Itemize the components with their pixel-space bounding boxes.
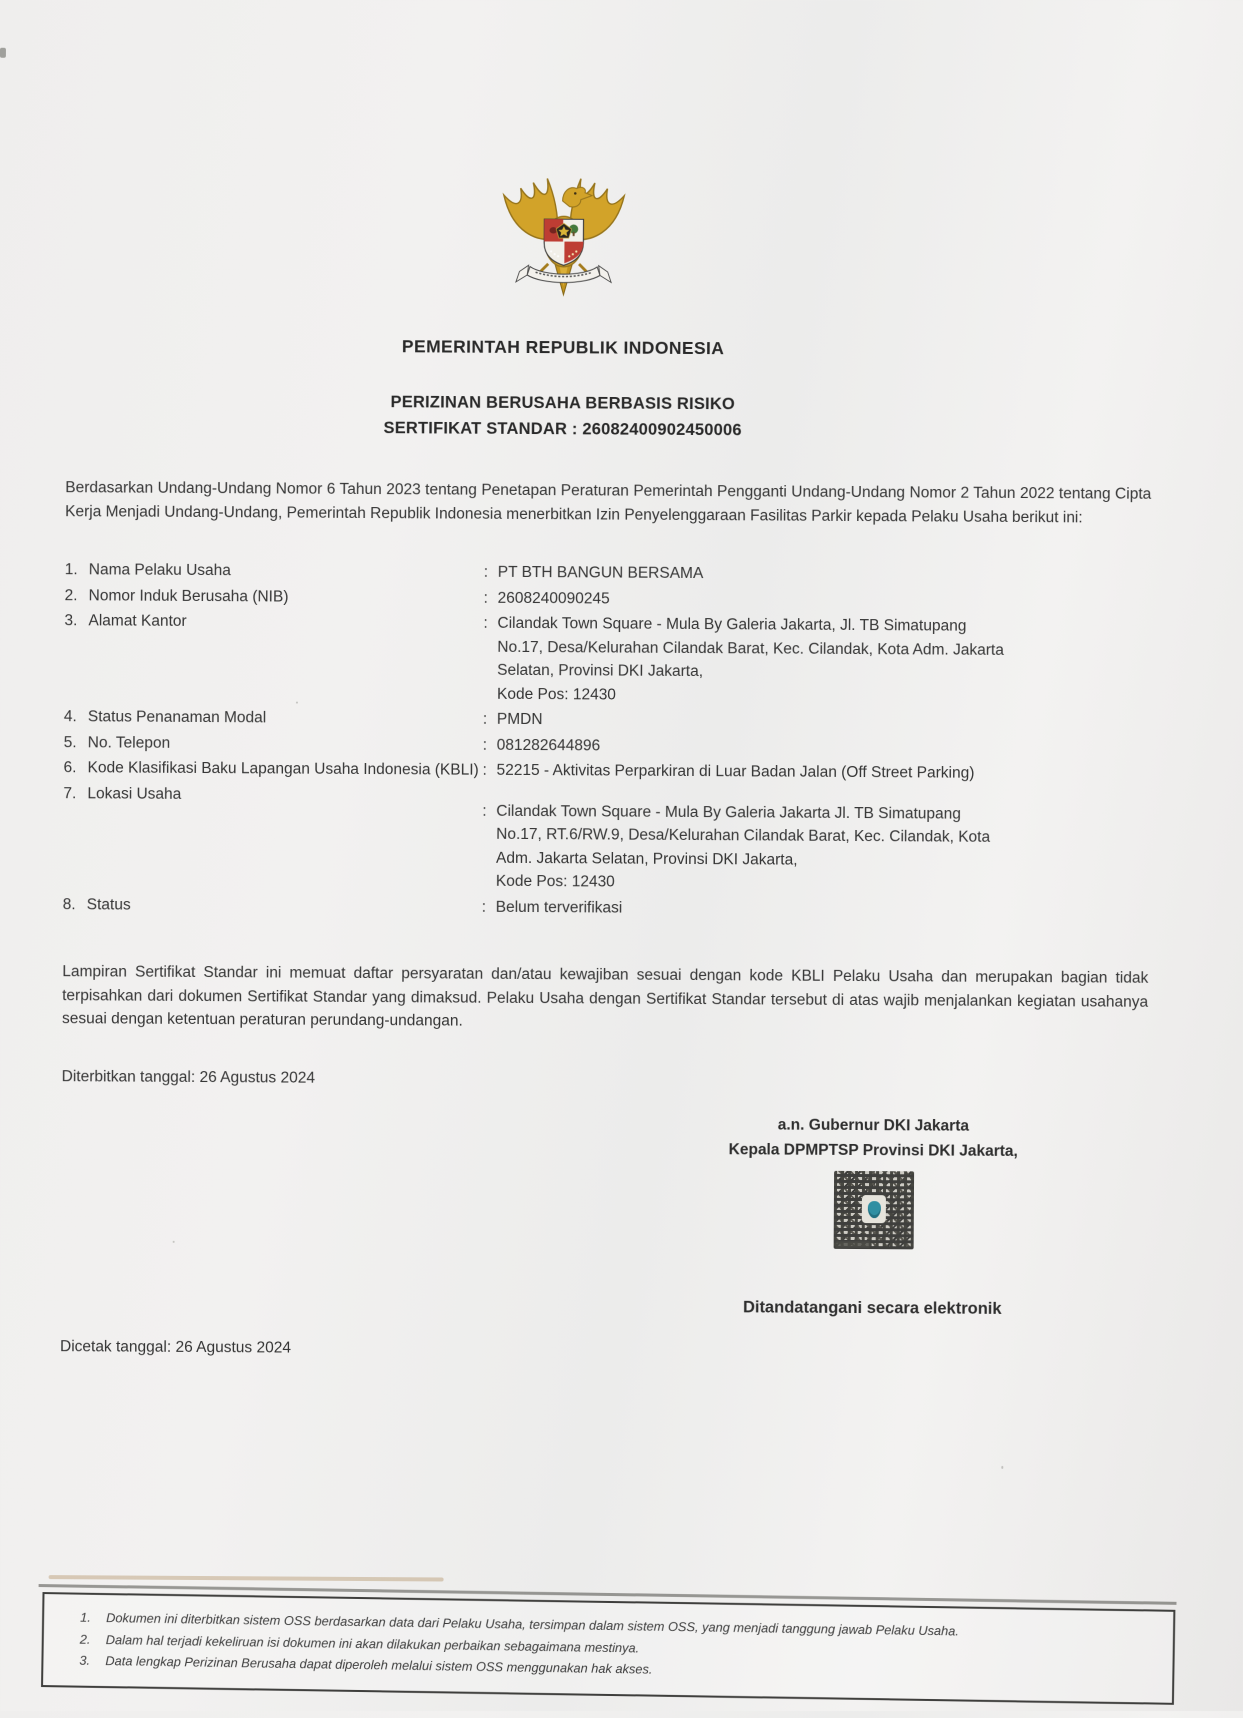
- paper-speck: [173, 1241, 175, 1243]
- printed-date-line: Dicetak tanggal: 26 Agustus 2024: [59, 1338, 292, 1357]
- field-value: 2608240090245: [497, 589, 610, 607]
- bsre-logo-icon: [862, 1195, 886, 1223]
- colon-separator: :: [483, 589, 488, 607]
- colon-separator: :: [482, 736, 488, 754]
- certificate-number-line: SERTIFIKAT STANDAR : 26082400902450006: [383, 419, 742, 440]
- footnote-text: Data lengkap Perizinan Berusaha dapat diperoleh melalui sistem OSS menggunakan hak akses.: [105, 1653, 653, 1677]
- field-number: 6.: [63, 759, 77, 777]
- field-value: PMDN: [496, 710, 543, 729]
- document-title: [0, 387, 1128, 446]
- colon-separator: :: [482, 710, 488, 728]
- colon-separator: :: [483, 614, 488, 632]
- footnote-text: Dokumen ini diterbitkan sistem OSS berdasarkan data dari Pelaku Usaha, tersimpan dalam sistem OSS, yang menjadi tanggung jawab Pelaku Usaha.: [106, 1610, 960, 1639]
- field-label: Status Penanaman Modal: [87, 708, 267, 727]
- government-heading: PEMERINTAH REPUBLIK INDONESIA: [401, 336, 725, 359]
- signature-block: [593, 1111, 1153, 1164]
- colon-separator: :: [482, 761, 487, 779]
- qr-caption-smudge: [836, 1241, 870, 1248]
- field-row-status: [63, 893, 1149, 923]
- scan-artifact-line: [49, 1575, 444, 1581]
- field-row-alamat-kantor: [64, 609, 1151, 710]
- footnotes-box: [41, 1592, 1175, 1705]
- signature-on-behalf: a.n. Gubernur DKI Jakarta: [777, 1116, 970, 1135]
- field-label: Alamat Kantor: [88, 612, 187, 630]
- signature-title: Kepala DPMPTSP Provinsi DKI Jakarta,: [728, 1141, 1018, 1160]
- field-number: 8.: [62, 895, 76, 913]
- field-label: Nomor Induk Berusaha (NIB): [88, 586, 289, 606]
- field-value: 081282644896: [496, 736, 601, 754]
- field-number: 7.: [63, 784, 77, 802]
- scan-edge-artifact: [0, 48, 6, 58]
- document-type-line: PERIZINAN BERUSAHA BERBASIS RISIKO: [390, 393, 736, 414]
- field-number: 5.: [63, 733, 77, 751]
- colon-separator: :: [481, 898, 487, 916]
- field-value: Cilandak Town Square - Mula By Galeria Jakarta Jl. TB Simatupang No.17, RT.6/RW.9, Desa/Kelurahan Cilandak Barat, Kec. Cilandak, Kota Adm. Jakarta Selatan, Provinsi DKI Jakarta, Kode Pos: 12430: [495, 802, 991, 891]
- footnote-text: Dalam hal terjadi kekeliruan isi dokumen ini akan dilakukan perbaikan sebagaimana mestinya.: [105, 1631, 640, 1655]
- footnote-number: 2.: [79, 1631, 91, 1647]
- garuda-pancasila-emblem-icon: [486, 161, 641, 320]
- paper-speck: [1001, 1466, 1003, 1469]
- footnote-number: 1.: [80, 1609, 91, 1625]
- qr-code: [834, 1171, 915, 1255]
- electronic-signature-note: Ditandatangani secara elektronik: [742, 1298, 1002, 1318]
- intro-paragraph: Berdasarkan Undang-Undang Nomor 6 Tahun 2023 tentang Penetapan Peraturan Pemerintah Pengganti Undang-Undang Nomor 2 Tahun 2022 tentang Cipta Kerja Menjadi Undang-Undang, Pemerintah Republik Indonesia menerbitkan Izin Penyelenggaraan Fasilitas Parkir kepada Pelaku Usaha berikut ini:: [65, 479, 1152, 526]
- field-row-lokasi-usaha: [63, 782, 1150, 898]
- field-label: Lokasi Usaha: [87, 784, 182, 803]
- field-number: 4.: [63, 708, 77, 726]
- field-value: Belum terverifikasi: [495, 898, 623, 917]
- colon-separator: :: [482, 802, 487, 820]
- colon-separator: :: [483, 563, 489, 581]
- field-value: PT BTH BANGUN BERSAMA: [497, 563, 704, 583]
- field-number: 1.: [64, 561, 78, 579]
- field-value: Cilandak Town Square - Mula By Galeria Jakarta, Jl. TB Simatupang No.17, Desa/Kelurahan Cilandak Barat, Kec. Cilandak, Kota Adm. Jakarta Selatan, Provinsi DKI Jakarta, Kode Pos: 12430: [496, 614, 1004, 704]
- field-number: 2.: [64, 586, 78, 604]
- field-value: 52215 - Aktivitas Perparkiran di Luar Badan Jalan (Off Street Parking): [496, 761, 975, 782]
- issued-date-line: Diterbitkan tanggal: 26 Agustus 2024: [61, 1068, 316, 1087]
- field-label: Status: [86, 895, 131, 914]
- business-fields-list: [63, 558, 1151, 925]
- field-label: Kode Klasifikasi Baku Lapangan Usaha Indonesia (KBLI): [87, 759, 479, 779]
- field-number: 3.: [64, 612, 78, 630]
- field-label: Nama Pelaku Usaha: [88, 561, 231, 580]
- closing-paragraph: Lampiran Sertifikat Standar ini memuat daftar persyaratan dan/atau kewajiban sesuai dengan kode KBLI Pelaku Usaha dan merupakan bagian tidak terpisahkan dari dokumen Sertifikat Standar yang dimaksud. Pelaku Usaha dengan Sertifikat Standar tersebut di atas wajib menjalankan kegiatan usahanya sesuai dengan ketentuan peraturan perundang-undangan.: [61, 963, 1149, 1030]
- footnote-number: 3.: [79, 1652, 91, 1668]
- field-label: No. Telepon: [87, 733, 171, 752]
